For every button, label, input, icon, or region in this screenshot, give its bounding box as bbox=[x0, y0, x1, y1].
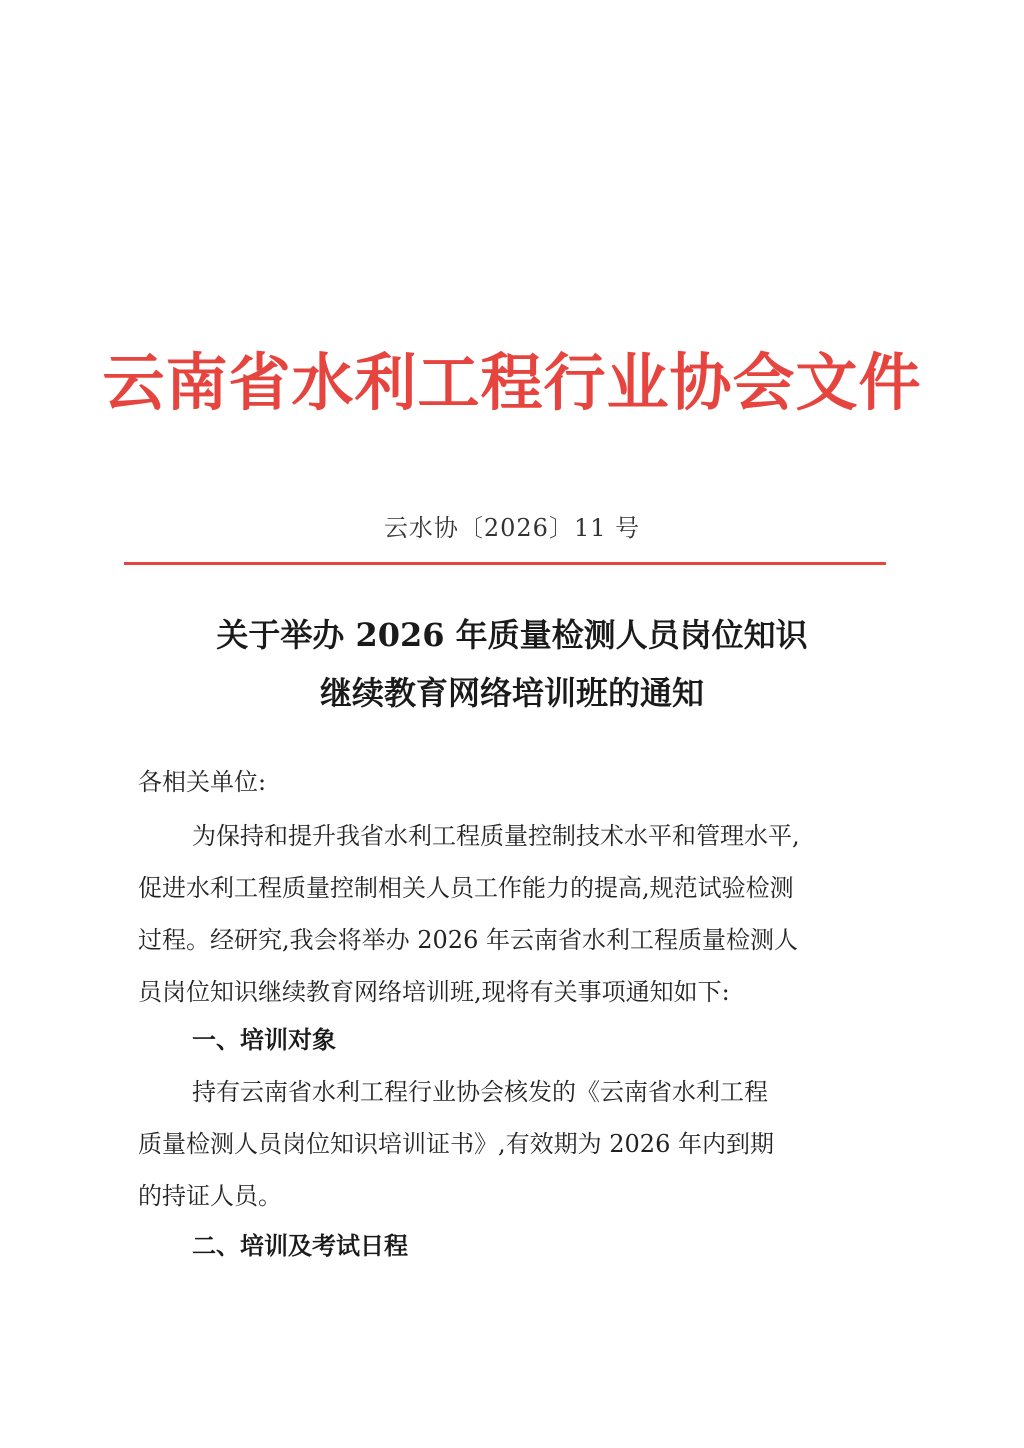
intro-paragraph bbox=[138, 810, 898, 1018]
document-title bbox=[60, 606, 964, 722]
section-1-heading: 一、培训对象 bbox=[192, 1026, 336, 1054]
intro-line-4: 员岗位知识继续教育网络培训班,现将有关事项通知如下: bbox=[138, 978, 730, 1006]
intro-line-2: 促进水利工程质量控制相关人员工作能力的提高,规范试验检测 bbox=[138, 874, 794, 902]
intro-line-1: 为保持和提升我省水利工程质量控制技术水平和管理水平, bbox=[192, 822, 800, 850]
section-1-line-3: 的持证人员。 bbox=[138, 1182, 282, 1210]
section-2-heading: 二、培训及考试日程 bbox=[192, 1232, 408, 1260]
title-line-1: 关于举办 2026 年质量检测人员岗位知识 bbox=[216, 616, 808, 654]
section-1-paragraph bbox=[138, 1066, 898, 1222]
intro-line-3: 过程。经研究,我会将举办 2026 年云南省水利工程质量检测人 bbox=[138, 926, 798, 954]
red-divider bbox=[124, 562, 886, 565]
section-1-line-2: 质量检测人员岗位知识培训证书》,有效期为 2026 年内到期 bbox=[138, 1130, 774, 1158]
title-line-2: 继续教育网络培训班的通知 bbox=[319, 674, 704, 712]
issuer-header: 云南省水利工程行业协会文件 bbox=[102, 346, 922, 419]
section-1-line-1: 持有云南省水利工程行业协会核发的《云南省水利工程 bbox=[192, 1078, 768, 1106]
salutation: 各相关单位: bbox=[138, 768, 267, 796]
document-number: 云水协〔2026〕11 号 bbox=[383, 514, 641, 542]
